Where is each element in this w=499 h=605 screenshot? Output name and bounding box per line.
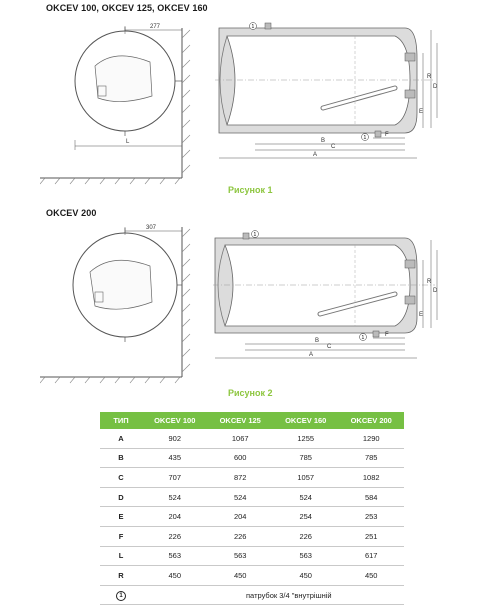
figure-2-B-label: B — [315, 338, 320, 344]
table-note-row — [100, 585, 404, 605]
figure-1-front-view — [205, 18, 445, 168]
table-cell: 1067 — [207, 429, 272, 448]
circled-one-icon: 1 — [116, 591, 126, 601]
table-cell: 563 — [142, 546, 207, 566]
table-row — [100, 546, 404, 566]
figure-2-front-view — [205, 228, 445, 368]
table-row — [100, 448, 404, 468]
figure-2-caption: Рисунок 2 — [228, 388, 273, 398]
figure-1-heading: OKCEV 100, OKCEV 125, OKCEV 160 — [46, 3, 208, 13]
table-cell: 1057 — [273, 468, 338, 488]
table-cell: 617 — [338, 546, 404, 566]
figure-2-C-label: C — [327, 344, 332, 350]
table-cell: 253 — [338, 507, 404, 527]
figure-1-C-label: C — [331, 144, 336, 150]
figure-1-side-view — [40, 18, 195, 188]
table-cell: 204 — [207, 507, 272, 527]
figure-2-F-label: F — [385, 332, 389, 338]
figure-2-R-label: R — [427, 279, 432, 285]
header-okcev-100: OKCEV 100 — [142, 412, 207, 429]
figure-1-F-label: F — [385, 132, 389, 138]
table-cell: 563 — [273, 546, 338, 566]
table-cell: 707 — [142, 468, 207, 488]
figure-1-E-label: E — [419, 109, 424, 115]
row-label: C — [100, 468, 142, 488]
note-text: патрубок 3/4 "внутрішній — [142, 585, 404, 605]
note-marker-cell — [100, 585, 142, 605]
table-cell: 450 — [338, 566, 404, 586]
row-label: E — [100, 507, 142, 527]
table-cell: 872 — [207, 468, 272, 488]
figure-2-heading: OKCEV 200 — [46, 208, 97, 218]
table-cell: 226 — [142, 526, 207, 546]
row-label: B — [100, 448, 142, 468]
table-cell: 1290 — [338, 429, 404, 448]
figure-1-A-label: A — [313, 152, 318, 158]
figure-2-marker-bottom: 1 — [361, 335, 365, 341]
table-cell: 563 — [207, 546, 272, 566]
figure-1-marker-top: 1 — [251, 24, 255, 30]
row-label: F — [100, 526, 142, 546]
figure-1-marker-bottom: 1 — [363, 135, 367, 141]
table-row — [100, 429, 404, 448]
table-cell: 254 — [273, 507, 338, 527]
table-header-row — [100, 412, 404, 429]
table-cell: 1082 — [338, 468, 404, 488]
table-cell: 785 — [273, 448, 338, 468]
table-cell: 584 — [338, 487, 404, 507]
table-cell: 450 — [142, 566, 207, 586]
table-row — [100, 468, 404, 488]
figure-2-marker-top: 1 — [253, 232, 257, 238]
table-cell: 902 — [142, 429, 207, 448]
table-cell: 226 — [207, 526, 272, 546]
figure-2-side-view — [40, 222, 195, 387]
table-cell: 600 — [207, 448, 272, 468]
table-cell: 524 — [142, 487, 207, 507]
table-cell: 435 — [142, 448, 207, 468]
figure-1-side-dim: 277 — [150, 24, 161, 30]
table-cell: 226 — [273, 526, 338, 546]
figure-1-R-label: R — [427, 74, 432, 80]
row-label: R — [100, 566, 142, 586]
specification-table — [100, 412, 404, 605]
table-row — [100, 566, 404, 586]
table-cell: 450 — [273, 566, 338, 586]
table-cell: 1255 — [273, 429, 338, 448]
row-label: A — [100, 429, 142, 448]
row-label: D — [100, 487, 142, 507]
row-label: L — [100, 546, 142, 566]
table-row — [100, 507, 404, 527]
table-row — [100, 526, 404, 546]
figure-2-A-label: A — [309, 352, 314, 358]
table-cell: 785 — [338, 448, 404, 468]
table-row — [100, 487, 404, 507]
figure-2-D-label: D — [433, 288, 438, 294]
figure-1-D-label: D — [433, 84, 438, 90]
header-type: ТИП — [100, 412, 142, 429]
table-cell: 251 — [338, 526, 404, 546]
header-okcev-160: OKCEV 160 — [273, 412, 338, 429]
figure-1-caption: Рисунок 1 — [228, 185, 273, 195]
figure-2-side-dim: 307 — [146, 225, 157, 231]
table-cell: 450 — [207, 566, 272, 586]
table-cell: 204 — [142, 507, 207, 527]
header-okcev-125: OKCEV 125 — [207, 412, 272, 429]
header-okcev-200: OKCEV 200 — [338, 412, 404, 429]
table-cell: 524 — [207, 487, 272, 507]
figure-2-E-label: E — [419, 312, 424, 318]
figure-1-B-label: B — [321, 138, 326, 144]
figure-1-L-label: L — [126, 139, 130, 145]
table-cell: 524 — [273, 487, 338, 507]
